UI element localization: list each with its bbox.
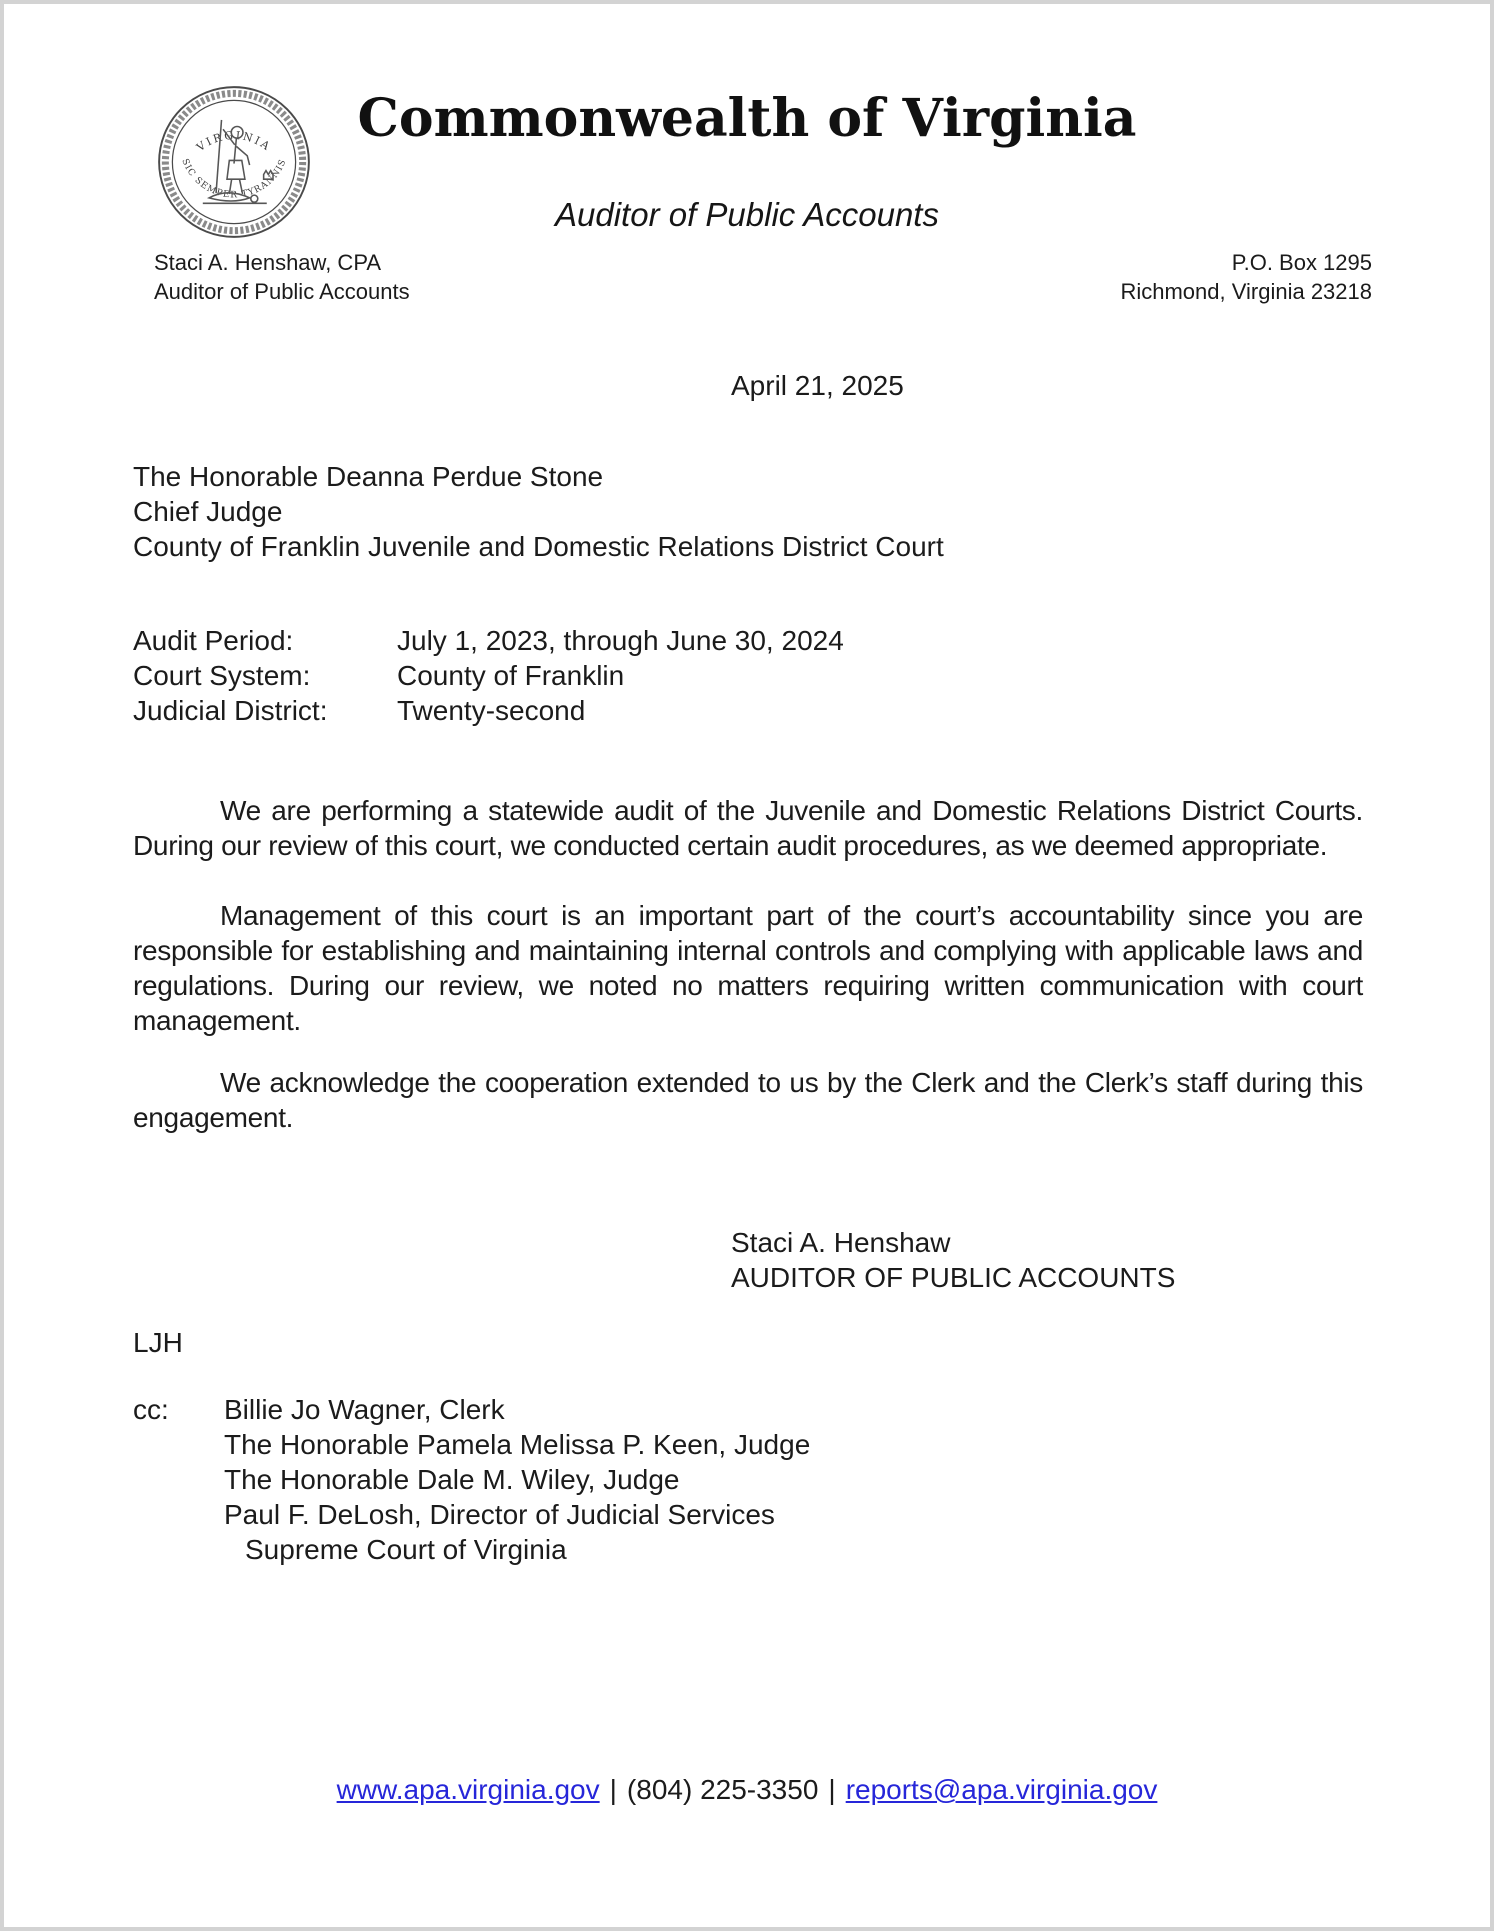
footer-website-link[interactable]: www.apa.virginia.gov (336, 1774, 600, 1805)
detail-value: County of Franklin (397, 660, 625, 691)
paragraph: We are performing a statewide audit of the Juvenile and Domestic Relations District Courts. During our review of this court, we conducted certain audit procedures, as we deemed appropriate. (133, 795, 1363, 861)
audit-details (133, 623, 844, 728)
footer-phone: (804) 225-3350 (626, 1774, 819, 1805)
cc-item: Paul F. DeLosh, Director of Judicial Services (224, 1499, 775, 1530)
address-block (1120, 248, 1372, 306)
detail-label: Judicial District: (133, 695, 328, 726)
footer-email-link[interactable]: reports@apa.virginia.gov (845, 1774, 1158, 1805)
recipient-name: The Honorable Deanna Perdue Stone (133, 461, 604, 492)
seal-bottom-text: SIC SEMPER TYRANNIS (179, 157, 289, 201)
detail-row-judicial-district (133, 693, 844, 728)
recipient-title: Chief Judge (133, 496, 283, 527)
paragraph: Management of this court is an important part of the court’s accountability since you are responsible for establishing and maintaining internal controls and complying with applicable laws and regulations. During our review, we noted no matters requiring written communication with court management. (133, 900, 1363, 1036)
cc-block (133, 1392, 810, 1567)
cc-item: Supreme Court of Virginia (245, 1534, 567, 1565)
detail-row-audit-period (133, 623, 844, 658)
seal-top-text: VIRGINIA (194, 128, 274, 155)
detail-value: July 1, 2023, through June 30, 2024 (397, 625, 844, 656)
official-title: Auditor of Public Accounts (154, 279, 410, 304)
org-subtitle: Auditor of Public Accounts (555, 196, 939, 233)
po-box: P.O. Box 1295 (1231, 250, 1372, 275)
cc-item: The Honorable Pamela Melissa P. Keen, Judge (224, 1429, 811, 1460)
official-name: Staci A. Henshaw, CPA (154, 250, 382, 275)
cc-item: The Honorable Dale M. Wiley, Judge (224, 1464, 680, 1495)
recipient-court: County of Franklin Juvenile and Domestic Relations District Court (133, 531, 944, 562)
footer-separator: | (828, 1774, 836, 1805)
letter-date: April 21, 2025 (731, 370, 904, 401)
org-title: Commonwealth of Virginia (357, 88, 1137, 149)
signature-block (731, 1225, 1175, 1295)
official-block (154, 248, 410, 306)
footer-separator: | (609, 1774, 617, 1805)
signature-title: AUDITOR OF PUBLIC ACCOUNTS (731, 1262, 1176, 1293)
detail-label: Court System: (133, 660, 311, 691)
detail-value: Twenty-second (397, 695, 586, 726)
cc-item: Billie Jo Wagner, Clerk (224, 1394, 505, 1425)
paragraph: We acknowledge the cooperation extended to us by the Clerk and the Clerk’s staff during this engagement. (133, 1067, 1363, 1133)
footer-contact-line (4, 1774, 1490, 1806)
city-state-zip: Richmond, Virginia 23218 (1120, 279, 1372, 304)
detail-row-court-system (133, 658, 844, 693)
detail-label: Audit Period: (133, 625, 294, 656)
cc-label: cc: (133, 1394, 169, 1425)
cc-list (224, 1392, 810, 1567)
signature-name: Staci A. Henshaw (731, 1227, 951, 1258)
recipient-block (133, 459, 944, 564)
typist-initials: LJH (133, 1327, 183, 1358)
